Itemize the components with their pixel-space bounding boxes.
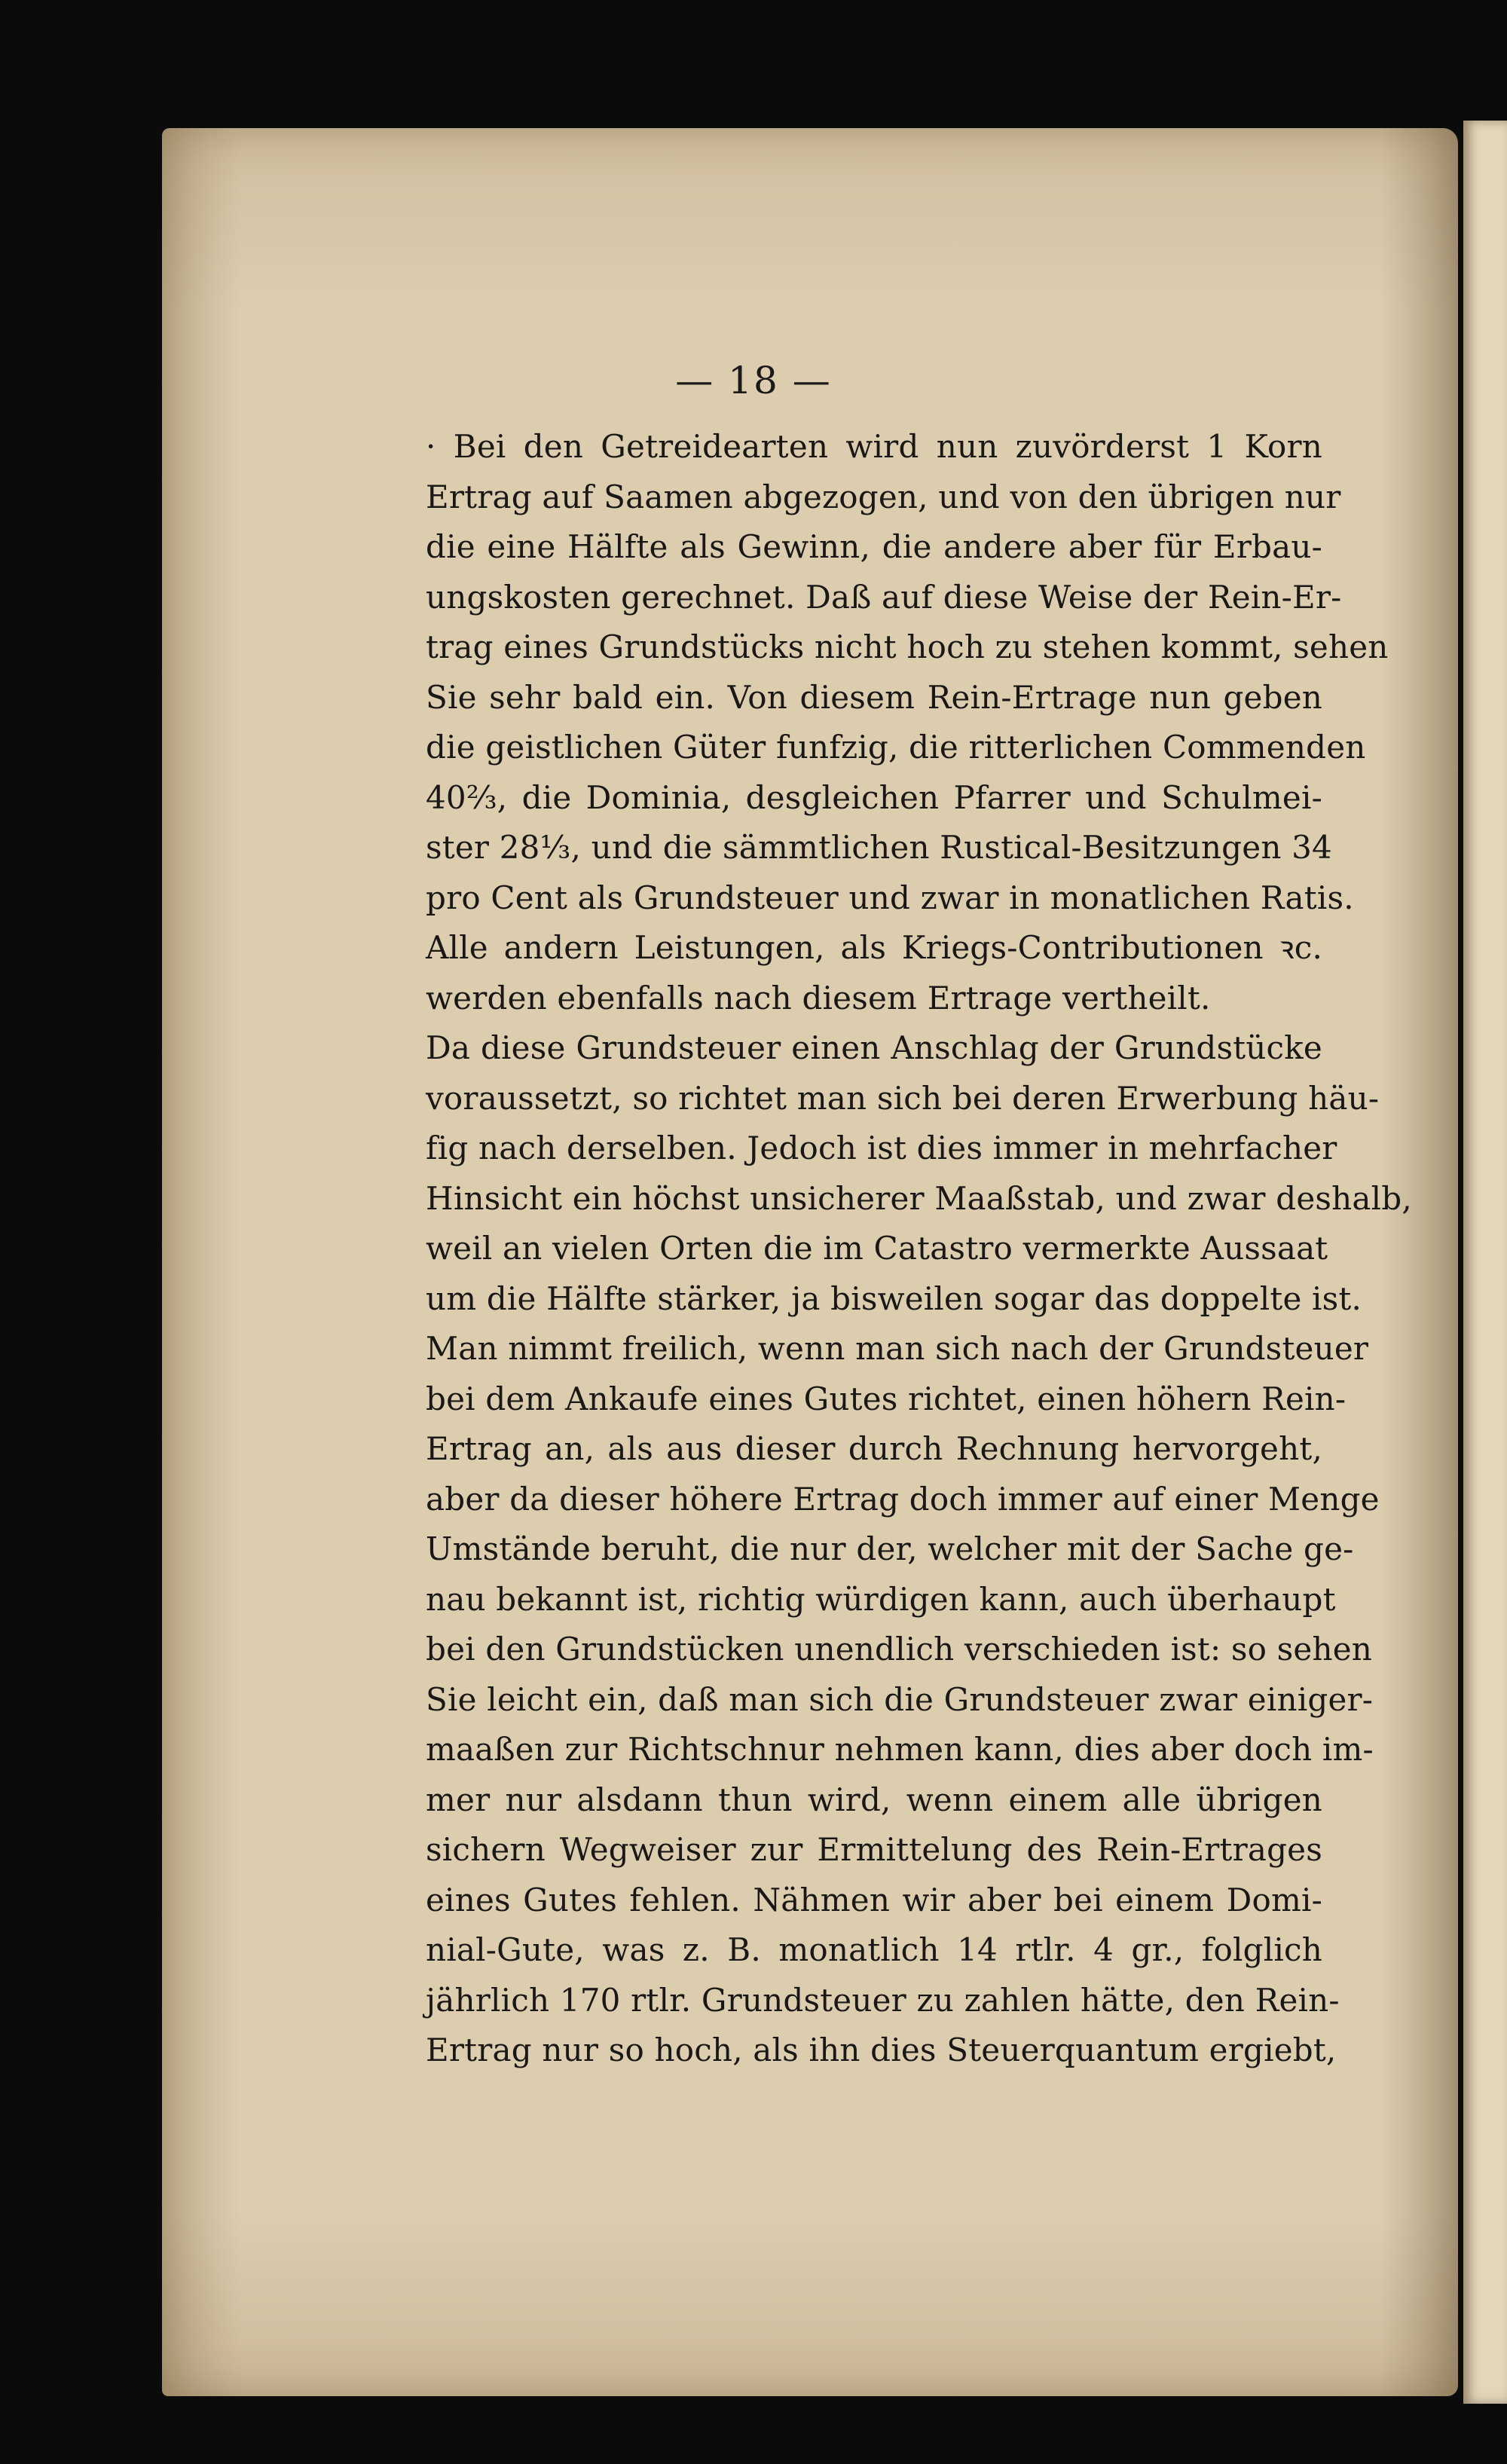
text-line: nau bekannt ist, richtig würdigen kann, auch überhaupt bbox=[426, 1580, 1336, 1618]
text-line: bei dem Ankaufe eines Gutes richtet, einen höhern Rein- bbox=[426, 1380, 1347, 1417]
text-line: maaßen zur Richtschnur nehmen kann, dies aber doch im- bbox=[426, 1731, 1374, 1768]
text-line: Alle andern Leistungen, als Kriegs-Contributionen ꝛc. bbox=[426, 929, 1322, 966]
text-line: mer nur alsdann thun wird, wenn einem alle übrigen bbox=[426, 1781, 1322, 1818]
next-page-edge bbox=[1463, 121, 1507, 2404]
page-number: — 18 — bbox=[675, 359, 832, 402]
text-line: die eine Hälfte als Gewinn, die andere aber für Erbau- bbox=[426, 528, 1322, 565]
text-line: Ertrag an, als aus dieser durch Rechnung hervorgeht, bbox=[426, 1430, 1322, 1467]
text-line: Umstände beruht, die nur der, welcher mit der Sache ge- bbox=[426, 1530, 1354, 1567]
text-line: trag eines Grundstücks nicht hoch zu stehen kommt, sehen bbox=[426, 628, 1389, 665]
text-line: voraussetzt, so richtet man sich bei deren Erwerbung häu- bbox=[426, 1079, 1380, 1117]
text-line: weil an vielen Orten die im Catastro vermerkte Aussaat bbox=[426, 1230, 1328, 1267]
text-line: Ertrag auf Saamen abgezogen, und von den übrigen nur bbox=[426, 478, 1341, 515]
text-line: · Bei den Getreidearten wird nun zuvörderst 1 Korn bbox=[426, 428, 1322, 465]
page-body-text bbox=[426, 422, 1412, 2076]
text-line: Man nimmt freilich, wenn man sich nach der Grundsteuer bbox=[426, 1330, 1369, 1367]
text-line: Da diese Grundsteuer einen Anschlag der Grundstücke bbox=[426, 1029, 1322, 1066]
text-line: Hinsicht ein höchst unsicherer Maaßstab, und zwar deshalb, bbox=[426, 1179, 1412, 1217]
text-line: jährlich 170 rtlr. Grundsteuer zu zahlen hätte, den Rein- bbox=[426, 1981, 1340, 2019]
text-line: die geistlichen Güter funfzig, die ritterlichen Commenden bbox=[426, 729, 1366, 766]
text-line: werden ebenfalls nach diesem Ertrage vertheilt. bbox=[426, 979, 1211, 1016]
text-line: ungskosten gerechnet. Daß auf diese Weise der Rein-Er- bbox=[426, 578, 1342, 616]
text-line: bei den Grundstücken unendlich verschieden ist: so sehen bbox=[426, 1631, 1373, 1668]
text-line: fig nach derselben. Jedoch ist dies immer in mehrfacher bbox=[426, 1130, 1337, 1166]
text-line: Sie leicht ein, daß man sich die Grundsteuer zwar einiger- bbox=[426, 1680, 1374, 1718]
text-line: nial-Gute, was z. B. monatlich 14 rtlr. 4 gr., folglich bbox=[426, 1931, 1322, 1968]
text-line: pro Cent als Grundsteuer und zwar in monatlichen Ratis. bbox=[426, 879, 1354, 916]
text-line: aber da dieser höhere Ertrag doch immer auf einer Menge bbox=[426, 1480, 1380, 1518]
text-line: Sie sehr bald ein. Von diesem Rein-Ertrage nun geben bbox=[426, 678, 1322, 716]
text-line: 40⅔, die Dominia, desgleichen Pfarrer und Schulmei- bbox=[426, 778, 1322, 816]
text-line: Ertrag nur so hoch, als ihn dies Steuerquantum ergiebt, bbox=[426, 2031, 1337, 2068]
text-line: sichern Wegweiser zur Ermittelung des Rein-Ertrages bbox=[426, 1831, 1322, 1868]
text-line: ster 28⅓, und die sämmtlichen Rustical-Besitzungen 34 bbox=[426, 829, 1332, 866]
text-line: um die Hälfte stärker, ja bisweilen sogar das doppelte ist. bbox=[426, 1279, 1362, 1317]
text-line: eines Gutes fehlen. Nähmen wir aber bei einem Domi- bbox=[426, 1881, 1322, 1918]
